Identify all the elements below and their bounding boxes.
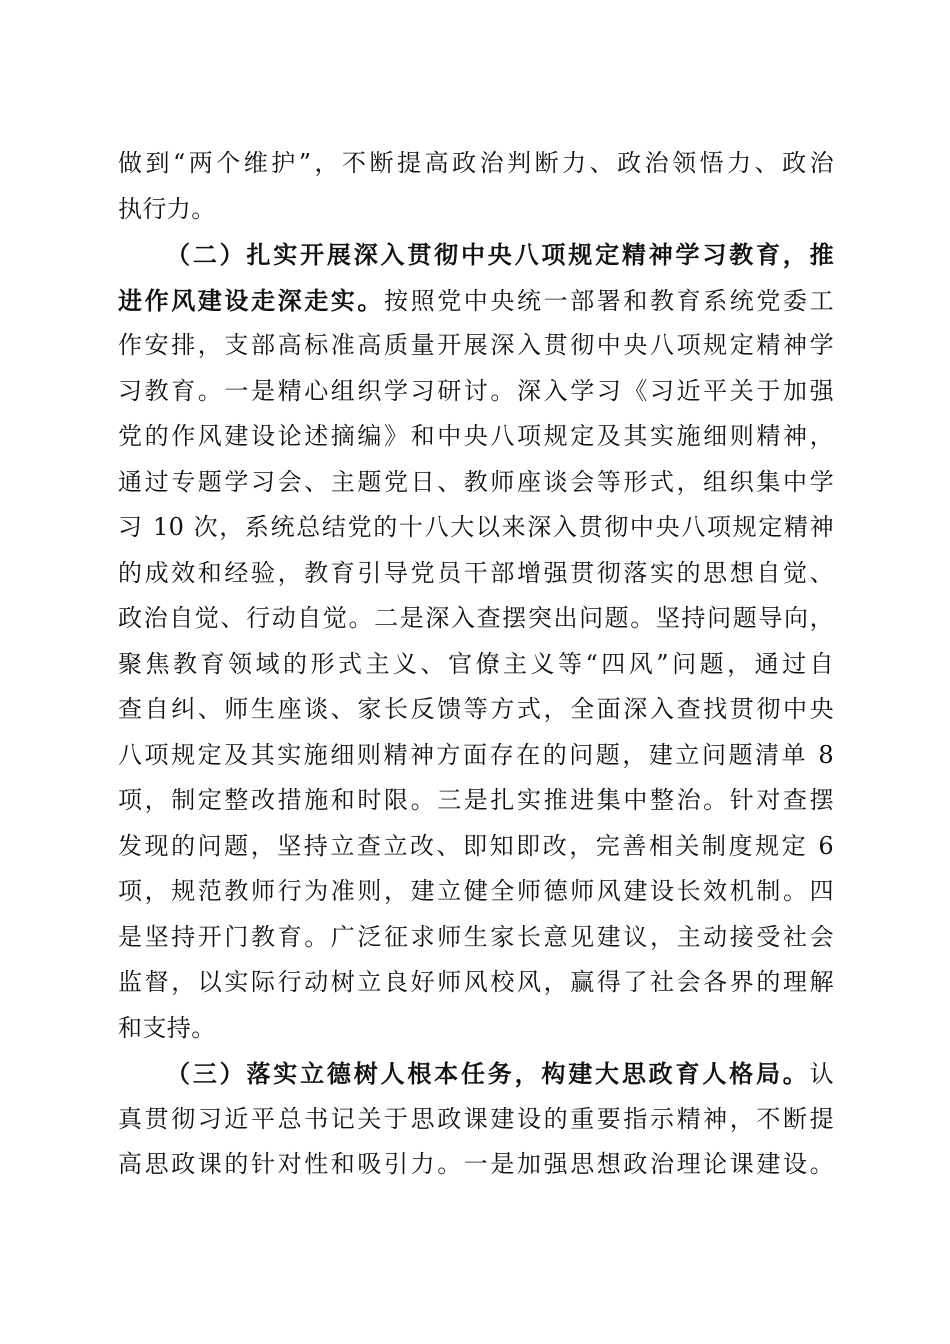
- section-heading-2-line-2: [118, 278, 834, 324]
- line-text: 监督，以实际行动树立良好师风校风，赢得了社会各界的理解: [118, 968, 834, 996]
- text-line-9: [118, 505, 834, 551]
- line-text: 和支持。: [118, 1013, 216, 1042]
- section-heading-3-line-1: [118, 1051, 834, 1097]
- text-line-16: [118, 824, 834, 870]
- text-line-15: [118, 778, 834, 824]
- line-text: 认: [809, 1060, 834, 1088]
- line-text: 习教育。一是精心组织学习研讨。深入学习《习近平关于加强: [118, 376, 834, 405]
- text-line-22: [118, 1097, 834, 1143]
- heading-text: （二）扎实开展深入贯彻中央八项规定精神学习教育，推: [166, 240, 834, 269]
- line-text: 党的作风建设论述摘编》和中央八项规定及其实施细则精神，: [118, 422, 834, 450]
- line-text: 真贯彻习近平总书记关于思政课建设的重要指示精神，不断提: [118, 1104, 834, 1133]
- line-text: 八项规定及其实施细则精神方面存在的问题，建立问题清单 8: [118, 740, 834, 769]
- text-line-11: [118, 596, 834, 642]
- text-line-5: [118, 323, 834, 369]
- text-line-13: [118, 687, 834, 733]
- heading-text: （三）落实立德树人根本任务，构建大思政育人格局。: [166, 1059, 810, 1088]
- text-line-6: [118, 369, 834, 415]
- line-text: 发现的问题，坚持立查立改、即知即改，完善相关制度规定 6: [118, 831, 834, 860]
- text-line-8: [118, 460, 834, 506]
- heading-text: 进作风建设走深走实。: [118, 285, 384, 315]
- text-line-19: [118, 960, 834, 1006]
- line-text: 执行力。: [118, 194, 216, 223]
- section-heading-2-line-1: [118, 232, 834, 278]
- text-line-10: [118, 551, 834, 597]
- text-line-20: [118, 1006, 834, 1052]
- line-text: 的成效和经验，教育引导党员干部增强贯彻落实的思想自觉、: [118, 558, 834, 587]
- line-text: 作安排，支部高标准高质量开展深入贯彻中央八项规定精神学: [118, 331, 834, 359]
- document-body: [118, 141, 834, 1188]
- line-text: 聚焦教育领域的形式主义、官僚主义等“四风”问题，通过自: [118, 649, 834, 678]
- text-line-18: [118, 915, 834, 961]
- line-text: 习 10 次，系统总结党的十八大以来深入贯彻中央八项规定精神: [118, 513, 834, 541]
- text-line-14: [118, 733, 834, 779]
- text-line-12: [118, 642, 834, 688]
- line-text: 做到“两个维护”，不断提高政治判断力、政治领悟力、政治: [118, 149, 834, 177]
- line-text: 按照党中央统一部署和教育系统党委工: [384, 286, 834, 315]
- text-line-17: [118, 869, 834, 915]
- line-text: 项，制定整改措施和时限。三是扎实推进集中整治。针对查摆: [118, 786, 834, 814]
- line-text: 高思政课的针对性和吸引力。一是加强思想政治理论课建设。: [118, 1150, 834, 1178]
- line-text: 政治自觉、行动自觉。二是深入查摆突出问题。坚持问题导向，: [118, 604, 834, 632]
- line-text: 项，规范教师行为准则，建立健全师德师风建设长效机制。四: [118, 877, 834, 905]
- line-text: 是坚持开门教育。广泛征求师生家长意见建议，主动接受社会: [118, 922, 834, 951]
- text-line-7: [118, 414, 834, 460]
- text-line-23: [118, 1142, 834, 1188]
- line-text: 查自纠、师生座谈、家长反馈等方式，全面深入查找贯彻中央: [118, 695, 834, 723]
- line-text: 通过专题学习会、主题党日、教师座谈会等形式，组织集中学: [118, 467, 834, 496]
- text-line-2: [118, 187, 834, 233]
- text-line-1: [118, 141, 834, 187]
